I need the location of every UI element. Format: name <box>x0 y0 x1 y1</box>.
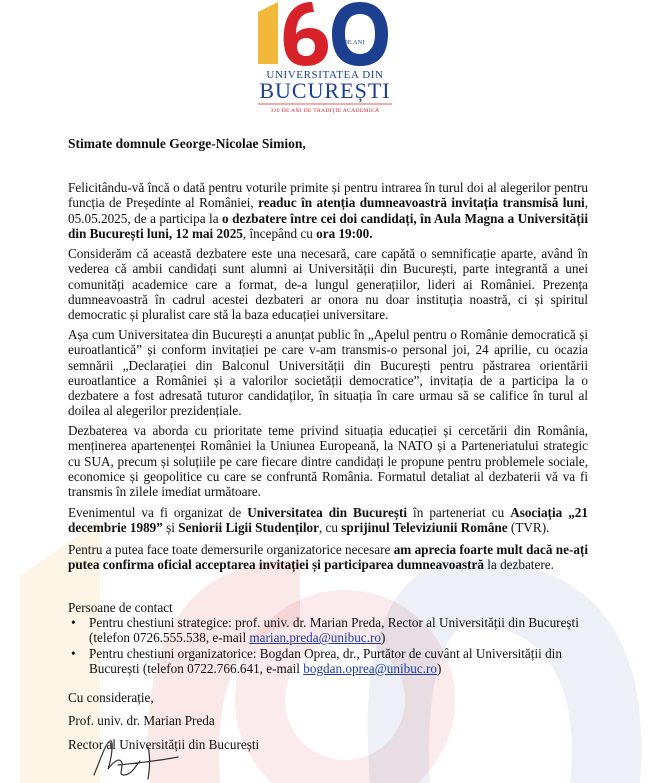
logo-university-line1: UNIVERSITATEA DIN <box>266 69 384 81</box>
logo-digit-6 <box>284 2 328 66</box>
email-link-marian-preda[interactable]: marian.preda@unibuc.ro <box>249 630 381 646</box>
bullet-icon: • <box>71 645 76 661</box>
paragraph-3: Așa cum Universitatea din București a anunțat public în „Apelul pentru o Românie democratică și euroatlantică” și conform invitației pe care v-am transmis-o personal joi, 24 aprilie, cu ocazia semnării „Declarației din Balconul Universității din București pentru păstrarea orientării euroatlantice a României și a valorilor societății democratice”, invitația de a participa la o dezbatere a fost adresată tuturor candidaților, în situația în care urmau să se califice în turul al doilea al alegerilor prezidențiale. <box>68 327 588 419</box>
logo-digit-0 <box>332 2 388 66</box>
paragraph-4: Dezbaterea va aborda cu prioritate teme privind situația educației și cercetării din România, menținerea apartenenței României la Uniunea Europeană, la NATO și a Parteneriatului strategic cu SUA, precum și soluțiile pe care fiecare dintre candidați le propune pentru problemele sociale, economice și geopolitice cu care se confruntă România. Formatul detaliat al dezbaterii vă va fi transmis în zilele imediat următoare. <box>68 423 588 500</box>
logo-university-line2: BUCUREȘTI <box>259 78 391 103</box>
signer-title: Rector al Universității din București <box>68 737 260 752</box>
contact-item-strategic: • Pentru chestiuni strategice: prof. univ. dr. Marian Preda, Rector al Universității din București (telefon 0726.555.538, e-mail marian.preda@unibuc.ro) <box>71 615 579 646</box>
paragraph-1: Felicitându-vă încă o dată pentru voturile primite și pentru intrarea în turul doi al alegerilor pentru funcția de Președinte al României, readuc în atenția dumneavoastră invitația transmisă luni, 05.05.2025, de a participa la o dezbatere între cei doi candidați, în Aula Magna a Universității din București luni, 12 mai 2025, începând cu ora 19:00. <box>68 180 588 241</box>
paragraph-5: Evenimentul va fi organizat de Universitatea din București în parteneriat cu Asociația „21 decembrie 1989” și Seniorii Ligii Studenților, cu sprijinul Televiziunii Române (TVR). <box>68 505 588 536</box>
contact-item-organizational: • Pentru chestiuni organizatorice: Bogdan Oprea, dr., Purtător de cuvânt al Universității din București (telefon 0722.766.641, e-mail bogdan.oprea@unibuc.ro) <box>71 645 562 676</box>
paragraph-2: Considerăm că această dezbatere este una necesară, care capătă o semnificație aparte, având în vederea că ambii candidați sunt alumni ai Universității din București, parte integrantă a unei comunități academice care a format, de-a lungul generațiilor, lideri ai României. Prezența dumneavoastră în cadrul acestei dezbateri ar onora nu doar instituția noastră, ci și spiritul democratic și pluralist care stă la baza educației universitare. <box>68 246 588 323</box>
closing-phrase: Cu considerație, <box>68 690 154 705</box>
signer-name: Prof. univ. dr. Marian Preda <box>68 713 215 728</box>
logo-digit-1 <box>258 2 278 64</box>
contacts-list <box>68 615 588 676</box>
letter-greeting: Stimate domnule George-Nicolae Simion, <box>68 136 306 151</box>
contacts-title: Persoane de contact <box>68 600 173 615</box>
logo-tagline: 330 DE ANI DE TRADIȚIE ACADEMICĂ <box>270 108 380 114</box>
university-logo <box>240 0 410 118</box>
paragraph-6: Pentru a putea face toate demersurile organizatorice necesare am aprecia foarte mult dacă ne-ați putea confirma oficial acceptarea invitației și participarea dumneavoastră la dezbatere. <box>68 542 588 573</box>
logo-de-ani: DE ANI <box>343 39 365 46</box>
handwritten-signature <box>88 735 198 783</box>
email-link-bogdan-oprea[interactable]: bogdan.oprea@unibuc.ro <box>303 660 437 676</box>
bullet-icon: • <box>71 615 76 630</box>
